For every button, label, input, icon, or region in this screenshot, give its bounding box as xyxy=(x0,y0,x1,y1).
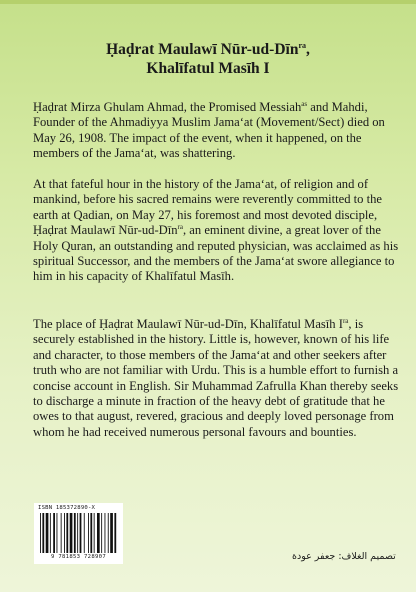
title-line-1 xyxy=(0,40,416,59)
barcode-bar xyxy=(74,513,76,553)
barcode-bar xyxy=(50,513,51,553)
paragraph-1 xyxy=(33,100,399,162)
cover-design-credit: تصميم الغلاف: جعفر عودة xyxy=(292,551,396,562)
barcode-bar xyxy=(80,513,82,553)
barcode-bar xyxy=(84,513,85,553)
barcode-bar xyxy=(46,513,49,553)
title-honorific: ra xyxy=(298,40,306,50)
paragraph-3-text-a: The place of Ḥaḍrat Maulawī Nūr-ud-Dīn, Khalīfatul Masīh I xyxy=(33,317,343,331)
barcode-bar xyxy=(108,513,109,553)
barcode-bar xyxy=(105,513,106,553)
barcode-bar xyxy=(90,513,92,553)
paragraph-2 xyxy=(33,177,399,285)
barcode-bar xyxy=(53,513,55,553)
paragraph-3 xyxy=(33,317,399,440)
cover-top-edge xyxy=(0,0,416,4)
barcode-digits: 9 781853 728907 xyxy=(50,554,107,560)
barcode-bar xyxy=(40,513,41,553)
book-title xyxy=(0,40,416,78)
paragraph-2-honorific: ra xyxy=(177,223,183,232)
barcode-bar xyxy=(57,513,58,553)
title-line-2: Khalīfatul Masīh I xyxy=(146,60,270,77)
barcode-bar xyxy=(110,513,113,553)
paragraph-3-text-b: , is securely established in the history. Little is, however, known of his life and character, to those members of the Jama‘at and other seekers after truth who are not familiar with Urdu. This is a humble effort to furnish a concise account in English. Sir Muhammad Zafrulla Khan thereby seeks to discharge a minute in fraction of the heavy debt of gratitude that he owes to that august, revered, gracious and deeply loved personage from whom he had received numerous personal favours and bounties. xyxy=(33,317,399,439)
isbn-label: ISBN 185372890-X xyxy=(38,505,96,511)
barcode-bar xyxy=(61,513,62,553)
paragraph-1-text-a: Ḥaḍrat Mirza Ghulam Ahmad, the Promised Messiah xyxy=(33,100,302,114)
barcode-bar xyxy=(42,513,44,553)
barcode-bar xyxy=(70,513,73,553)
barcode-bars xyxy=(40,513,117,553)
barcode-bar xyxy=(101,513,102,553)
paragraph-3-honorific: ra xyxy=(342,316,349,325)
paragraph-2-text-b: , an eminent divine, a great lover of the Holy Quran, an outstanding and reputed physician, was acclaimed as his spiritual Successor, and the members of the Jama‘at swore allegiance to him in his capacity of Khalīfatul Masīh. xyxy=(33,223,399,284)
barcode-bar xyxy=(114,513,116,553)
paragraph-2-text-a: At that fateful hour in the history of the Jama‘at, of religion and of mankind, before his sacred remains were reverently committed to the earth at Qadian, on May 27, his foremost and most devoted disciple, Ḥaḍrat Maulawī Nūr-ud-Dīn xyxy=(33,177,382,238)
title-comma: , xyxy=(306,41,310,58)
barcode-bar xyxy=(94,513,95,553)
barcode-bar xyxy=(77,513,78,553)
barcode-bar xyxy=(97,513,100,553)
barcode-bar xyxy=(88,513,89,553)
barcode-bar xyxy=(66,513,68,553)
paragraph-1-text-b: and Mahdi, Founder of the Ahmadiyya Muslim Jama‘at (Movement/Sect) died on May 26, 1908. The impact of the event, when it happened, on the members of the Jama‘at, was shattering. xyxy=(33,100,385,161)
title-name: Ḥaḍrat Maulawī Nūr-ud-Dīn xyxy=(106,41,299,58)
barcode-bar xyxy=(64,513,65,553)
paragraph-1-honorific: as xyxy=(301,99,308,108)
isbn-barcode xyxy=(34,503,123,564)
